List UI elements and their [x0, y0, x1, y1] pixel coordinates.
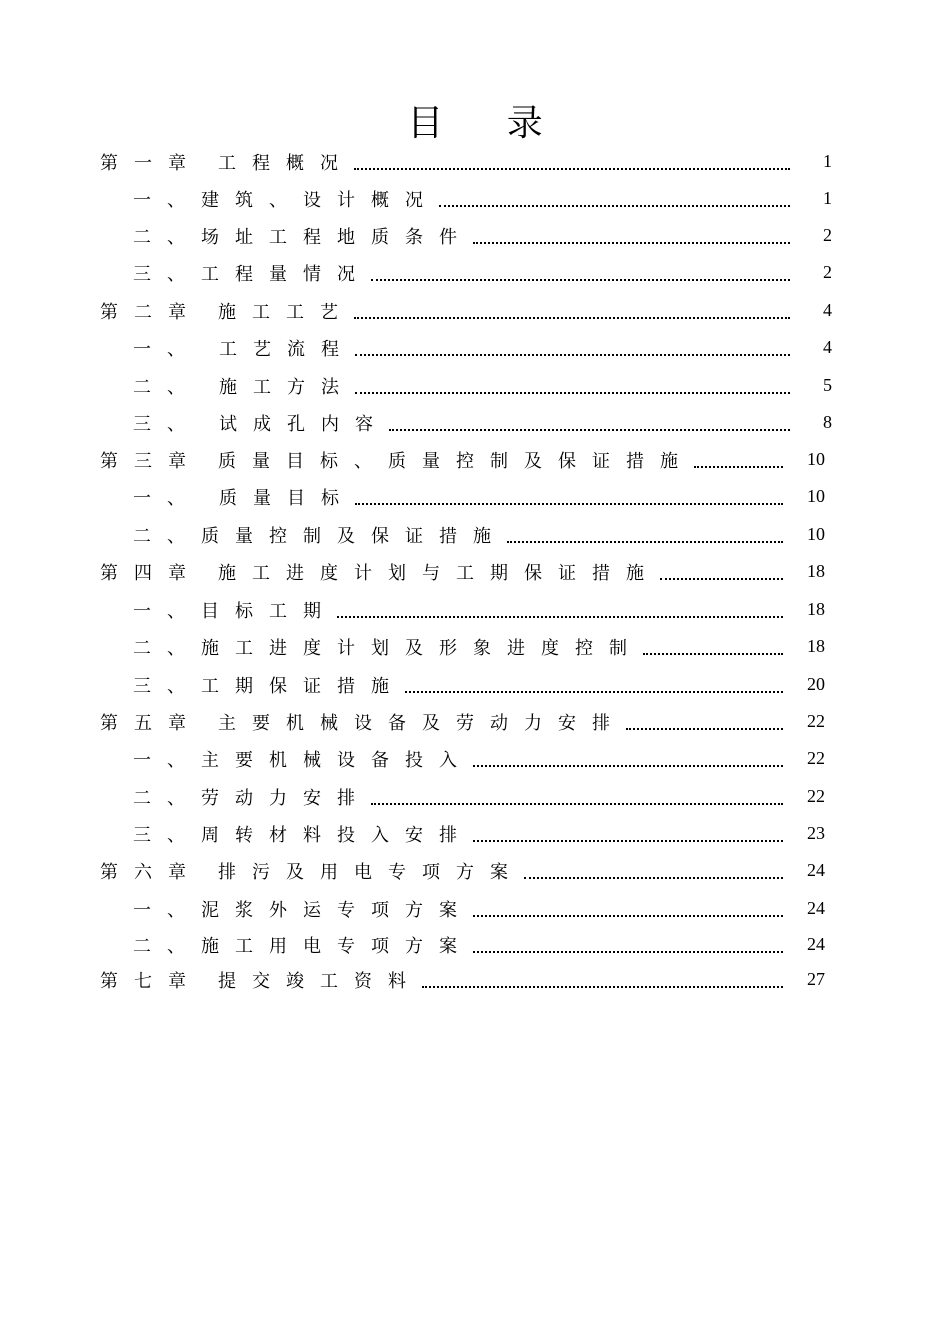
- toc-entry-title: 周转材料投入安排: [201, 824, 473, 846]
- toc-entry-number: 一、: [133, 338, 201, 360]
- toc-section-entry[interactable]: [133, 926, 825, 963]
- toc-entry-title: 试成孔内容: [219, 413, 389, 435]
- toc-section-entry[interactable]: [133, 516, 825, 553]
- toc-section-entry[interactable]: [133, 740, 825, 777]
- toc-section-entry[interactable]: [133, 628, 825, 665]
- toc-page-number: 10: [807, 524, 825, 544]
- toc-page-number: 27: [807, 969, 825, 989]
- toc-section-entry[interactable]: [133, 367, 832, 404]
- toc-entry-number: 一、: [133, 487, 201, 509]
- toc-entry-title: 主要机械设备及劳动力安排: [218, 712, 626, 734]
- toc-leader-dots: [439, 203, 790, 207]
- toc-entry-title: 建筑、设计概况: [201, 189, 439, 211]
- toc-entry-title: 工艺流程: [219, 338, 355, 360]
- toc-page-number: 20: [807, 674, 825, 694]
- toc-entry-number: 二、: [133, 525, 201, 547]
- toc-page-number: 18: [807, 636, 825, 656]
- toc-page-number: 1: [823, 151, 832, 171]
- toc-page-number: 24: [807, 860, 825, 880]
- toc-entry-number: 二、: [133, 226, 201, 248]
- toc-entry-number: 第七章: [100, 970, 202, 992]
- toc-chapter-entry[interactable]: [100, 441, 825, 478]
- toc-entry-title: 工程概况: [218, 152, 354, 174]
- toc-entry-number: 三、: [133, 824, 201, 846]
- toc-title: 目 录: [407, 103, 569, 144]
- toc-page-number: 1: [823, 188, 832, 208]
- toc-section-entry[interactable]: [133, 666, 825, 703]
- toc-leader-dots: [355, 352, 790, 356]
- toc-chapter-entry[interactable]: [100, 143, 832, 180]
- toc-leader-dots: [389, 427, 790, 431]
- toc-section-entry[interactable]: [133, 404, 832, 441]
- toc-leader-dots: [643, 651, 783, 655]
- toc-entry-title: 排污及用电专项方案: [218, 861, 524, 883]
- toc-entry-number: 三、: [133, 263, 201, 285]
- toc-entry-title: 施工工艺: [218, 301, 354, 323]
- toc-entry-number: 一、: [133, 189, 201, 211]
- toc-leader-dots: [694, 464, 783, 468]
- toc-page-number: 24: [807, 934, 825, 954]
- toc-entry-number: 第三章: [100, 450, 202, 472]
- toc-entry-title: 施工方法: [219, 376, 355, 398]
- toc-entry-number: 三、: [133, 675, 201, 697]
- toc-page-number: 22: [807, 711, 825, 731]
- toc-entry-number: 第六章: [100, 861, 202, 883]
- toc-page-number: 4: [823, 300, 832, 320]
- toc-leader-dots: [473, 949, 783, 953]
- toc-page-number: 5: [823, 375, 832, 395]
- toc-entry-number: 第二章: [100, 301, 202, 323]
- toc-section-entry[interactable]: [133, 254, 832, 291]
- toc-page-number: 18: [807, 599, 825, 619]
- toc-leader-dots: [660, 576, 783, 580]
- toc-page-number: 8: [823, 412, 832, 432]
- toc-section-entry[interactable]: [133, 329, 832, 366]
- toc-chapter-entry[interactable]: [100, 553, 825, 590]
- toc-entry-title: 工程量情况: [201, 263, 371, 285]
- toc-entry-title: 施工用电专项方案: [201, 935, 473, 957]
- toc-page-number: 2: [823, 225, 832, 245]
- toc-leader-dots: [355, 390, 790, 394]
- toc-leader-dots: [371, 277, 790, 281]
- toc-entry-number: 第五章: [100, 712, 202, 734]
- toc-section-entry[interactable]: [133, 890, 825, 927]
- toc-leader-dots: [354, 315, 790, 319]
- toc-page-number: 22: [807, 786, 825, 806]
- toc-entry-number: 三、: [133, 413, 201, 435]
- toc-leader-dots: [422, 984, 783, 988]
- toc-entry-title: 施工进度计划及形象进度控制: [201, 637, 643, 659]
- toc-page-number: 23: [807, 823, 825, 843]
- toc-section-entry[interactable]: [133, 478, 825, 515]
- toc-entry-number: 二、: [133, 376, 201, 398]
- toc-entry-number: 第四章: [100, 562, 202, 584]
- toc-leader-dots: [524, 875, 783, 879]
- toc-entry-number: 第一章: [100, 152, 202, 174]
- toc-entry-title: 目标工期: [201, 600, 337, 622]
- toc-entry-number: 一、: [133, 749, 201, 771]
- toc-section-entry[interactable]: [133, 815, 825, 852]
- toc-chapter-entry[interactable]: [100, 852, 825, 889]
- toc-entry-title: 提交竣工资料: [218, 970, 422, 992]
- toc-leader-dots: [405, 689, 783, 693]
- toc-chapter-entry[interactable]: [100, 961, 825, 998]
- toc-entry-title: 施工进度计划与工期保证措施: [218, 562, 660, 584]
- toc-leader-dots: [473, 240, 790, 244]
- toc-section-entry[interactable]: [133, 778, 825, 815]
- toc-entry-title: 劳动力安排: [201, 787, 371, 809]
- toc-entry-number: 二、: [133, 637, 201, 659]
- toc-page-number: 10: [807, 449, 825, 469]
- toc-leader-dots: [626, 726, 783, 730]
- toc-page-number: 2: [823, 262, 832, 282]
- toc-entry-title: 质量目标、质量控制及保证措施: [218, 450, 694, 472]
- toc-section-entry[interactable]: [133, 217, 832, 254]
- toc-page-number: 22: [807, 748, 825, 768]
- toc-page-number: 24: [807, 898, 825, 918]
- toc-leader-dots: [473, 913, 783, 917]
- toc-page-number: 10: [807, 486, 825, 506]
- toc-leader-dots: [507, 539, 783, 543]
- toc-entry-title: 泥浆外运专项方案: [201, 899, 473, 921]
- toc-chapter-entry[interactable]: [100, 703, 825, 740]
- toc-page-number: 18: [807, 561, 825, 581]
- toc-entry-number: 一、: [133, 600, 201, 622]
- toc-leader-dots: [371, 801, 783, 805]
- toc-entry-title: 质量目标: [219, 487, 355, 509]
- toc-chapter-entry[interactable]: [100, 292, 832, 329]
- toc-leader-dots: [473, 763, 783, 767]
- toc-page-number: 4: [823, 337, 832, 357]
- toc-entry-number: 二、: [133, 787, 201, 809]
- toc-entry-title: 场址工程地质条件: [201, 226, 473, 248]
- toc-leader-dots: [355, 501, 783, 505]
- toc-leader-dots: [337, 614, 783, 618]
- toc-leader-dots: [473, 838, 783, 842]
- toc-section-entry[interactable]: [133, 180, 832, 217]
- toc-entry-title: 质量控制及保证措施: [201, 525, 507, 547]
- toc-entry-title: 主要机械设备投入: [201, 749, 473, 771]
- toc-entry-title: 工期保证措施: [201, 675, 405, 697]
- toc-entry-number: 二、: [133, 935, 201, 957]
- toc-entry-number: 一、: [133, 899, 201, 921]
- toc-leader-dots: [354, 166, 790, 170]
- toc-section-entry[interactable]: [133, 591, 825, 628]
